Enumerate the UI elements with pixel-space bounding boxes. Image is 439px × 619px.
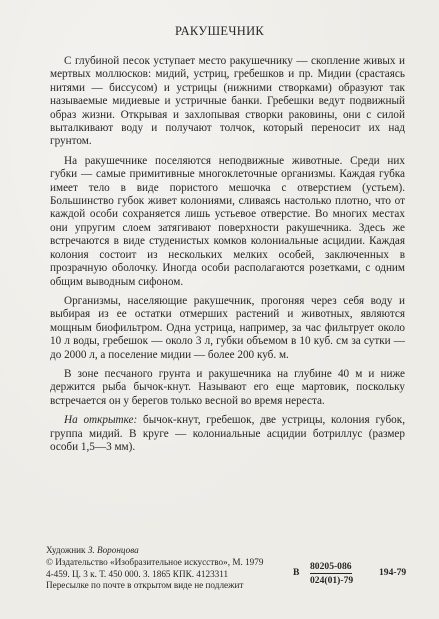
catalog-codes — [293, 561, 423, 591]
mailing-note-line: Пересылке по почте в открытом виде не подлежит — [46, 580, 244, 591]
imprint-block — [46, 545, 306, 592]
code-letter: В — [293, 567, 300, 578]
paragraph-biofilter: Организмы, населяющие ракушечник, прогоняя через себя воду и выбирая из ее остатки отмерших растений и животных, являются мощным биофильтром. Одна устрица, например, за час фильтрует около 10 л воды, гребешок — около 3 л, губки объемом в 10 куб. см за сутки — до 2000 л, а поселение мидии — более 200 куб. м. — [50, 294, 405, 361]
paragraph-goby-fish: В зоне песчаного грунта и ракушечника на глубине 40 м и ниже держится рыба бычок-кнут. Называют его еще мартовик, поскольку встречается он у берегов только весной во время нереста. — [50, 367, 405, 407]
code-bottom: 024(01)-79 — [310, 575, 354, 586]
code-top: 80205-086 — [310, 561, 352, 572]
paragraph-caption — [50, 414, 405, 454]
print-info-line: 4-459. Ц. 3 к. Т. 450 000. З. 1865 КПК. 4123311 — [46, 568, 229, 579]
paragraph-shell-bed-intro: С глубиной песок уступает место ракушечнику — скопление живых и мертвых моллюсков: мидий, устриц, гребешков и пр. Мидии (срастаясь нитями — биссусом) и устрицы (нижними створками) образуют так называемые мидиевые и устричные банки. Гребешки ведут подвижный образ жизни. Открывая и захлопывая створки раковины, они с силой выталкивают воду и получают толчок, который переносит их над грунтом. — [50, 55, 405, 148]
caption-text: бычок-кнут, гребешок, две устрицы, колония губок, группа мидий. В круге — колониальные асцидии ботриллус (размер особи 1,5—3 мм). — [50, 414, 405, 453]
page-title: РАКУШЕЧНИК — [174, 24, 265, 38]
artist-name: З. Воронцова — [87, 545, 139, 555]
artist-line — [46, 545, 306, 557]
artist-label: Художник — [46, 545, 86, 555]
publisher-line: © Издательство «Изобразительное искусство», М. 1979 — [46, 556, 264, 567]
paragraph-sessile-animals: На ракушечнике поселяются неподвижные животные. Среди них губки — самые примитивные многоклеточные организмы. Каждая губка имеет тело в виде пористого мешочка с отверстием (устьем). Большинство губок живет колониями, сливаясь настолько плотно, что от каждой особи сохраняется лишь устьевое отверстие. Во многих местах они упругим слоем затягивают поверхности ракушечника. Здесь же встречаются в виде студенистых комков колониальные асцидии. Каждая колония состоит из нескольких мелких особей, заключенных в прозрачную оболочку. Иногда особи располагаются розетками, с одним общим выводным сифоном. — [50, 154, 405, 288]
caption-lead: На открытке: — [64, 414, 138, 427]
article-body — [50, 55, 405, 454]
code-number: 194-79 — [379, 567, 407, 578]
